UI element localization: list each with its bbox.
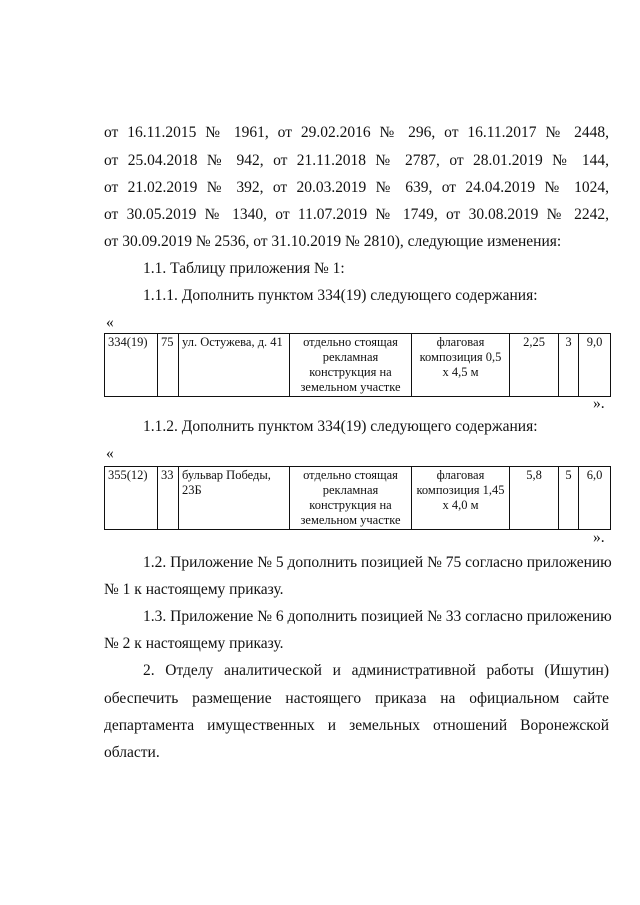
cell-position: 33	[158, 467, 179, 530]
close-quote-1: ».	[593, 395, 605, 412]
intro-line-5: от 30.09.2019 № 2536, от 31.10.2019 № 2810), следующие изменения:	[104, 233, 562, 250]
item-2-line-2: обеспечить размещение настоящего приказа на официальном сайте	[104, 690, 609, 707]
open-quote-1: «	[106, 314, 114, 331]
item-1-3-line-2: № 2 к настоящему приказу.	[104, 635, 284, 652]
intro-line-2: от 25.04.2018 № 942, от 21.11.2018 № 2787, от 28.01.2019 № 144,	[104, 152, 609, 169]
item-2-line-3: департамента имущественных и земельных отношений Воронежской	[104, 717, 609, 734]
cell-total: 9,0	[579, 334, 611, 397]
item-1-1: 1.1. Таблицу приложения № 1:	[143, 260, 345, 277]
cell-type: отдельно стоящая рекламная конструкция на земельном участке	[290, 467, 412, 530]
cell-area: 5,8	[510, 467, 559, 530]
item-2-line-4: области.	[104, 744, 160, 761]
close-quote-2: ».	[593, 529, 605, 546]
cell-count: 5	[559, 467, 579, 530]
cell-kind: флаговая композиция 1,45 х 4,0 м	[412, 467, 510, 530]
cell-area: 2,25	[510, 334, 559, 397]
item-2-line-1: 2. Отделу аналитической и административной работы (Ишутин)	[143, 662, 609, 679]
item-1-3-line-1: 1.3. Приложение № 6 дополнить позицией № 33 согласно приложению	[143, 608, 612, 625]
cell-total: 6,0	[579, 467, 611, 530]
cell-address: ул. Остужева, д. 41	[179, 334, 290, 397]
cell-kind: флаговая композиция 0,5 х 4,5 м	[412, 334, 510, 397]
intro-line-4: от 30.05.2019 № 1340, от 11.07.2019 № 1749, от 30.08.2019 № 2242,	[104, 206, 609, 223]
cell-address: бульвар Победы, 23Б	[179, 467, 290, 530]
cell-number: 334(19)	[105, 334, 158, 397]
open-quote-2: «	[106, 445, 114, 462]
intro-line-3: от 21.02.2019 № 392, от 20.03.2019 № 639, от 24.04.2019 № 1024,	[104, 179, 609, 196]
insert-table-1	[104, 333, 611, 397]
item-1-2-line-2: № 1 к настоящему приказу.	[104, 581, 284, 598]
table-row	[105, 467, 611, 530]
intro-line-1: от 16.11.2015 № 1961, от 29.02.2016 № 296, от 16.11.2017 № 2448,	[104, 124, 609, 141]
item-1-1-1: 1.1.1. Дополнить пунктом 334(19) следующего содержания:	[143, 287, 538, 304]
cell-type: отдельно стоящая рекламная конструкция на земельном участке	[290, 334, 412, 397]
item-1-1-2: 1.1.2. Дополнить пунктом 334(19) следующего содержания:	[143, 418, 538, 435]
item-1-2-line-1: 1.2. Приложение № 5 дополнить позицией № 75 согласно приложению	[143, 554, 612, 571]
table-row	[105, 334, 611, 397]
cell-position: 75	[158, 334, 179, 397]
insert-table-2	[104, 466, 611, 530]
cell-number: 355(12)	[105, 467, 158, 530]
cell-count: 3	[559, 334, 579, 397]
